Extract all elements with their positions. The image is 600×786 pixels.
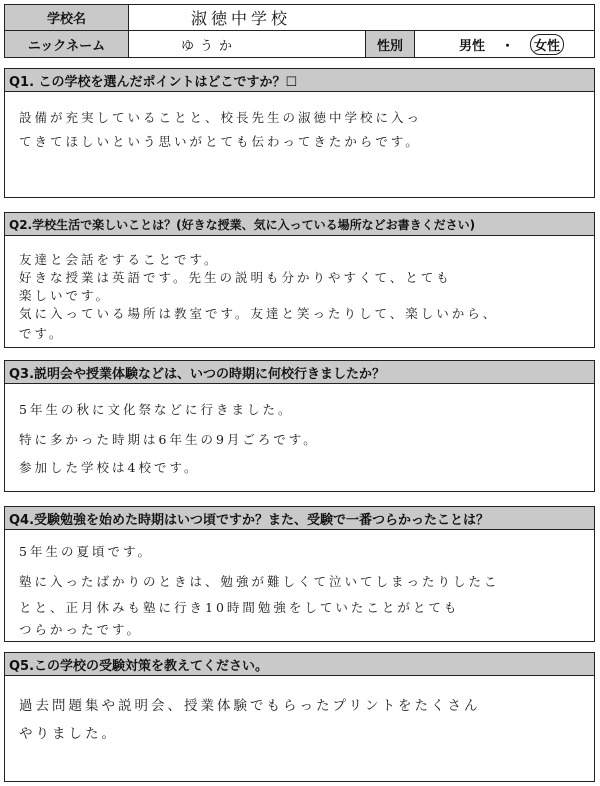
answer-line: てきてほしいという思いがとても伝わってきたからです。 — [19, 134, 421, 149]
answer-line: 気に入っている場所は教室です。友達と笑ったりして、楽しいから、 — [19, 306, 499, 321]
question-4-title: Q4.受験勉強を始めた時期はいつ頃ですか？また、受験で一番つらかったことは？ — [5, 507, 594, 530]
question-4-box — [4, 506, 595, 642]
gender-female-circled: 女性 — [530, 34, 564, 55]
gender-options — [415, 31, 594, 57]
school-name-value: 淑徳中学校 — [191, 9, 292, 28]
question-1-answer — [5, 92, 594, 198]
school-name-label: 学校名 — [5, 5, 129, 30]
answer-line: やりました。 — [19, 726, 118, 742]
answer-line: 友達と会話をすることです。 — [19, 252, 220, 267]
question-5-title: Q5.この学校の受験対策を教えてください。 — [5, 653, 594, 676]
gender-separator: ・ — [501, 38, 515, 54]
answer-line: 楽しいです。 — [19, 288, 112, 303]
question-5-answer — [5, 676, 594, 782]
nickname-value: ゆうか — [181, 38, 239, 54]
answer-line: 5年生の夏頃です。 — [19, 544, 153, 559]
question-2-box — [4, 212, 595, 348]
answer-line: です。 — [19, 326, 65, 341]
nickname-label: ニックネーム — [5, 31, 129, 57]
gender-label: 性別 — [365, 31, 415, 57]
answer-line: 参加した学校は4校です。 — [19, 460, 200, 475]
header-row-nickname — [4, 30, 595, 58]
answer-line: 5年生の秋に文化祭などに行きました。 — [19, 402, 294, 417]
answer-line: 特に多かった時期は6年生の9月ごろです。 — [19, 432, 319, 447]
question-5-box — [4, 652, 595, 782]
gender-male: 男性 — [459, 38, 486, 54]
answer-line: 塾に入ったばかりのときは、勉強が難しくて泣いてしまったりしたこ — [19, 574, 500, 589]
question-1-title: Q1. この学校を選んだポイントはどこですか？☐ — [5, 69, 594, 92]
answer-line: つらかったです。 — [19, 622, 143, 637]
question-3-title: Q3.説明会や授業体験などは、いつの時期に何校行きましたか？ — [5, 361, 594, 384]
answer-line: 好きな授業は英語です。先生の説明も分かりやすくて、とても — [19, 270, 452, 285]
question-2-answer — [5, 236, 594, 348]
question-4-answer — [5, 530, 594, 642]
header-row-school — [4, 4, 595, 31]
question-3-box — [4, 360, 595, 492]
answer-line: とと、正月休みも塾に行き10時間勉強をしていたことがとても — [19, 600, 460, 615]
question-2-title: Q2.学校生活で楽しいことは？(好きな授業、気に入っている場所などお書きください) — [5, 213, 594, 236]
answer-line: 設備が充実していることと、校長先生の淑徳中学校に入っ — [19, 110, 423, 125]
question-1-box — [4, 68, 595, 198]
answer-line: 過去問題集や説明会、授業体験でもらったプリントをたくさん — [19, 698, 481, 714]
question-3-answer — [5, 384, 594, 492]
